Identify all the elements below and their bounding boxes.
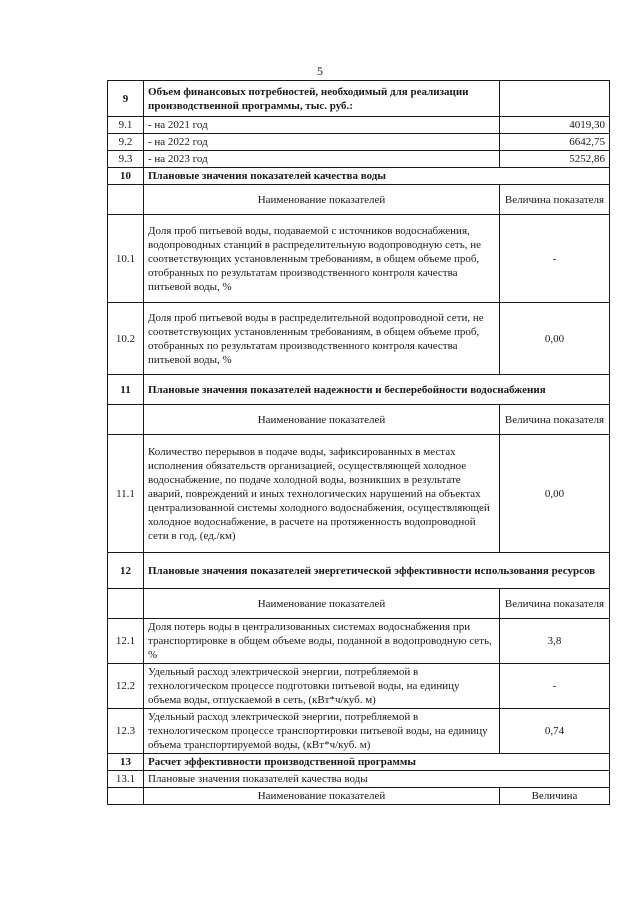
row-value: 0,00 [500,303,610,375]
row-label: Плановые значения показателей качества воды [144,771,610,788]
column-header-name: Наименование показателей [144,405,500,435]
row-number: 9 [108,81,144,117]
table-row [108,771,610,788]
row-value: 0,74 [500,709,610,754]
column-header-value: Величина показателя [500,185,610,215]
empty-cell [108,405,144,435]
column-header-value-short: Величина [500,788,610,805]
row-number: 12.1 [108,619,144,664]
row-label: - на 2023 год [144,151,500,168]
row-value: 3,8 [500,619,610,664]
row-number: 9.2 [108,134,144,151]
row-number: 10 [108,168,144,185]
row-label: Доля проб питьевой воды в распределительной водопроводной сети, не соответствующих установленным требованиям, в общем объеме проб, отобранных по результатам производственного контроля качества питьевой воды, % [144,303,500,375]
row-number: 12.2 [108,664,144,709]
column-header-name: Наименование показателей [144,589,500,619]
table-row [108,664,610,709]
row-number: 9.1 [108,117,144,134]
empty-cell [108,185,144,215]
row-value: 4019,30 [500,117,610,134]
table-row [108,151,610,168]
table-row [108,619,610,664]
column-header-row [108,788,610,805]
section-row-9 [108,81,610,117]
section-row-13 [108,754,610,771]
section-row-12 [108,553,610,589]
empty-cell [108,589,144,619]
row-label: Удельный расход электрической энергии, потребляемой в технологическом процессе подготовки питьевой воды, на единицу объема воды, отпускаемой в сеть, (кВт*ч/куб. м) [144,664,500,709]
row-number: 9.3 [108,151,144,168]
row-value: - [500,664,610,709]
row-number: 12.3 [108,709,144,754]
empty-cell [108,788,144,805]
row-number: 10.2 [108,303,144,375]
section-title: Объем финансовых потребностей, необходимый для реализации производственной программы, тыс. руб.: [144,81,500,117]
row-label: Доля потерь воды в централизованных системах водоснабжения при транспортировке в общем объеме воды, поданной в водопроводную сеть, % [144,619,500,664]
column-header-value: Величина показателя [500,589,610,619]
row-value: - [500,215,610,303]
section-row-10 [108,168,610,185]
row-label: - на 2022 год [144,134,500,151]
column-header-value: Величина показателя [500,405,610,435]
table-row [108,117,610,134]
section-title: Плановые значения показателей энергетической эффективности использования ресурсов [144,553,610,589]
table-row [108,435,610,553]
section-title: Плановые значения показателей качества воды [144,168,610,185]
row-label: Количество перерывов в подаче воды, зафиксированных в местах исполнения обязательств организацией, осуществляющей холодное водоснабжение, по подаче холодной воды, возникших в результате аварий, повреждений и иных технологических нарушений на объектах централизованной системы холодного водоснабжения, осуществляющей холодное водоснабжение, в расчете на протяженность водопроводной сети в год, (ед./км) [144,435,500,553]
section-title: Расчет эффективности производственной программы [144,754,610,771]
row-number: 12 [108,553,144,589]
column-header-name: Наименование показателей [144,788,500,805]
empty-cell [500,81,610,117]
row-number: 11 [108,375,144,405]
column-header-row [108,589,610,619]
row-number: 13.1 [108,771,144,788]
row-value: 6642,75 [500,134,610,151]
table-row [108,134,610,151]
row-number: 10.1 [108,215,144,303]
column-header-row [108,405,610,435]
row-label: Доля проб питьевой воды, подаваемой с источников водоснабжения, водопроводных станций в распределительную водопроводную сеть, не соответствующих установленным требованиям, в общем объеме проб, отобранных по результатам производственного контроля качества питьевой воды, % [144,215,500,303]
column-header-row [108,185,610,215]
row-label: Удельный расход электрической энергии, потребляемой в технологическом процессе транспортировки питьевой воды, на единицу объема транспортируемой воды, (кВт*ч/куб. м) [144,709,500,754]
table-row [108,303,610,375]
row-value: 0,00 [500,435,610,553]
page-number: 5 [317,64,323,78]
indicators-table [107,80,610,805]
row-value: 5252,86 [500,151,610,168]
section-row-11 [108,375,610,405]
row-label: - на 2021 год [144,117,500,134]
table-row [108,709,610,754]
row-number: 13 [108,754,144,771]
column-header-name: Наименование показателей [144,185,500,215]
section-title: Плановые значения показателей надежности и бесперебойности водоснабжения [144,375,610,405]
table-row [108,215,610,303]
row-number: 11.1 [108,435,144,553]
